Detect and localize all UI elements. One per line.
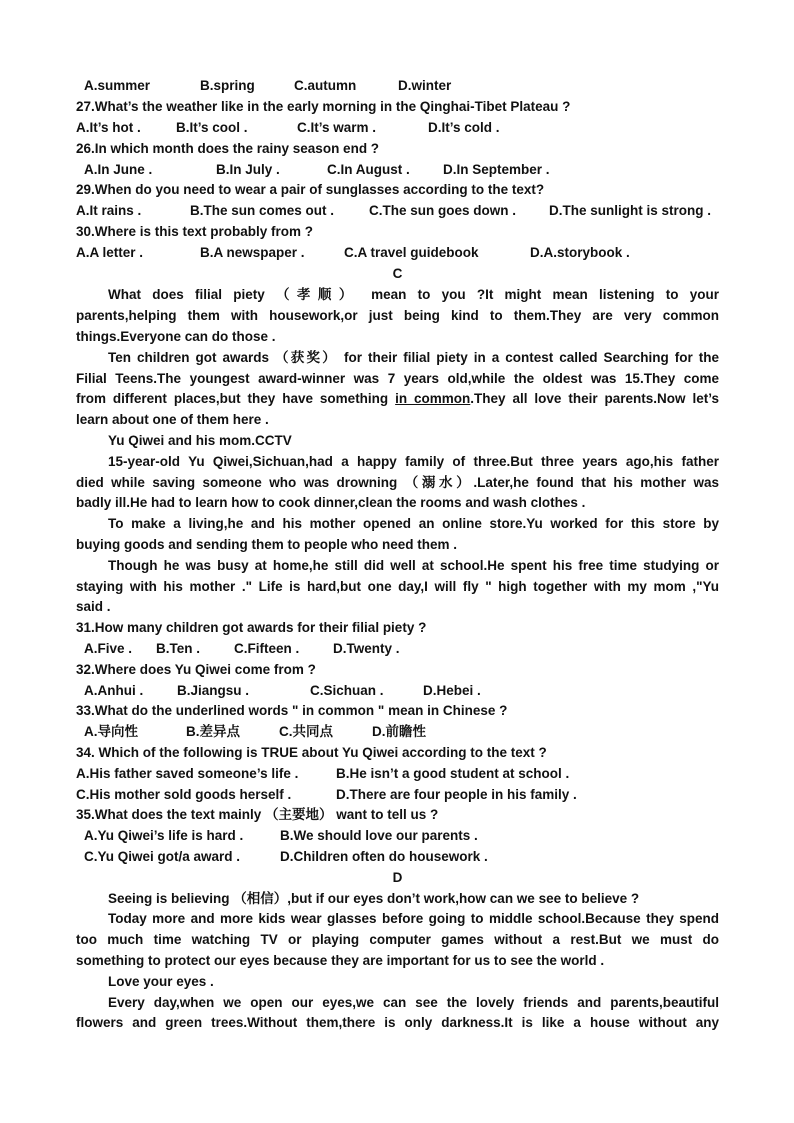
option: A.His father saved someone’s life . — [76, 766, 299, 781]
option: A.导向性 — [84, 724, 138, 739]
q35-options-row1 — [76, 826, 719, 846]
option: A.summer — [84, 78, 151, 93]
question-29: 29.When do you need to wear a pair of sunglasses according to the text? — [76, 182, 545, 197]
option: C.autumn — [294, 78, 357, 93]
q31-options — [76, 639, 719, 659]
question-32: 32.Where does Yu Qiwei come from ? — [76, 662, 316, 677]
passage-line: from different places,but they have something in common.They all love their parents.Now let’s — [76, 391, 719, 406]
passage-line: things.Everyone can do those . — [76, 329, 276, 344]
section-d-heading: D — [392, 870, 403, 885]
q28-options — [76, 160, 719, 180]
q29-options — [76, 201, 719, 221]
option: A.Five . — [84, 641, 133, 656]
option: B.Ten . — [156, 641, 201, 656]
question-34: 34. Which of the following is TRUE about Yu Qiwei according to the text ? — [76, 745, 547, 760]
option: A.Yu Qiwei’s life is hard . — [84, 828, 244, 843]
passage-line: To make a living,he and his mother opened an online store.Yu worked for this store by — [108, 516, 719, 531]
option: D.Twenty . — [333, 641, 400, 656]
option: C.Yu Qiwei got/a award . — [84, 849, 241, 864]
option: C.In August . — [327, 162, 410, 177]
question-28: 26.In which month does the rainy season end ? — [76, 141, 380, 156]
section-c-heading: C — [392, 266, 403, 281]
option: D.The sunlight is strong . — [549, 203, 711, 218]
option: B.We should love our parents . — [280, 828, 478, 843]
option: C.His mother sold goods herself . — [76, 787, 292, 802]
passage-line: Filial Teens.The youngest award-winner was 7 years old,while the oldest was 15.They come — [76, 371, 719, 386]
option: A.It rains . — [76, 203, 142, 218]
question-35: 35.What does the text mainly （主要地） want to tell us ? — [76, 807, 439, 822]
option: A.In June . — [84, 162, 153, 177]
option: C.The sun goes down . — [369, 203, 517, 218]
option: C.A travel guidebook — [344, 245, 479, 260]
option: B.In July . — [216, 162, 280, 177]
passage-line: staying with his mother ." Life is hard,but one day,I will fly " high together with my mom ,"Yu — [76, 579, 719, 594]
passage-line: Today more and more kids wear glasses before going to middle school.Because they spend — [108, 911, 719, 926]
passage-line: Love your eyes . — [108, 974, 214, 989]
option: B.He isn’t a good student at school . — [336, 766, 570, 781]
passage-line: too much time watching TV or playing computer games without a rest.But we must do — [76, 932, 719, 947]
q33-options — [76, 722, 719, 742]
option: D.前瞻性 — [372, 724, 426, 739]
option: C.Sichuan . — [310, 683, 384, 698]
question-31: 31.How many children got awards for their filial piety ? — [76, 620, 427, 635]
q27-options — [76, 118, 719, 138]
option: D.A.storybook . — [530, 245, 630, 260]
passage-line: 15-year-old Yu Qiwei,Sichuan,had a happy family of three.But three years ago,his father — [108, 454, 719, 469]
passage-line: died while saving someone who was drowning （溺水）.Later,he found that his mother was — [76, 475, 719, 490]
question-30: 30.Where is this text probably from ? — [76, 224, 314, 239]
passage-line: badly ill.He had to learn how to cook dinner,clean the rooms and wash clothes . — [76, 495, 586, 510]
option: B.Jiangsu . — [177, 683, 250, 698]
option: A.Anhui . — [84, 683, 144, 698]
underlined-phrase: in common — [395, 391, 471, 406]
question-27: 27.What’s the weather like in the early morning in the Qinghai-Tibet Plateau ? — [76, 99, 571, 114]
option: B.差异点 — [186, 724, 240, 739]
option: D.It’s cold . — [428, 120, 500, 135]
q34-options-row1 — [76, 764, 719, 784]
passage-line: Seeing is believing （相信）,but if our eyes don’t work,how can we see to believe ? — [108, 891, 640, 906]
passage-line: learn about one of them here . — [76, 412, 269, 427]
option: C.Fifteen . — [234, 641, 300, 656]
passage-line: What does filial piety （孝顺） mean to you ?It might mean listening to your — [108, 287, 719, 302]
option: C.It’s warm . — [297, 120, 377, 135]
passage-line: Every day,when we open our eyes,we can see the lovely friends and parents,beautiful — [108, 995, 719, 1010]
option: D.Children often do housework . — [280, 849, 488, 864]
question-33: 33.What do the underlined words " in common " mean in Chinese ? — [76, 703, 508, 718]
option: A.It’s hot . — [76, 120, 141, 135]
passage-line: flowers and green trees.Without them,there is only darkness.It is like a house without any — [76, 1015, 719, 1030]
option: B.A newspaper . — [200, 245, 305, 260]
q26-options — [76, 76, 719, 96]
q30-options — [76, 243, 719, 263]
option: D.There are four people in his family . — [336, 787, 577, 802]
option: C.共同点 — [279, 724, 333, 739]
option: A.A letter . — [76, 245, 144, 260]
q32-options — [76, 681, 719, 701]
option: B.spring — [200, 78, 255, 93]
option: B.The sun comes out . — [190, 203, 335, 218]
option: D.Hebei . — [423, 683, 481, 698]
passage-line: something to protect our eyes because they are important for us to see the world . — [76, 953, 605, 968]
q34-options-row2 — [76, 785, 719, 805]
passage-line: Ten children got awards （获奖） for their filial piety in a contest called Searching for the — [108, 350, 719, 365]
passage-line: buying goods and sending them to people who need them . — [76, 537, 458, 552]
passage-line: said . — [76, 599, 111, 614]
option: D.winter — [398, 78, 452, 93]
passage-line: Though he was busy at home,he still did well at school.He spent his free time studying or — [108, 558, 719, 573]
option: D.In September . — [443, 162, 550, 177]
passage-line: parents,helping them with housework,or just being kind to them.They are very common — [76, 308, 719, 323]
option: B.It’s cool . — [176, 120, 248, 135]
photo-caption: Yu Qiwei and his mom.CCTV — [108, 433, 292, 448]
q35-options-row2 — [76, 847, 719, 867]
